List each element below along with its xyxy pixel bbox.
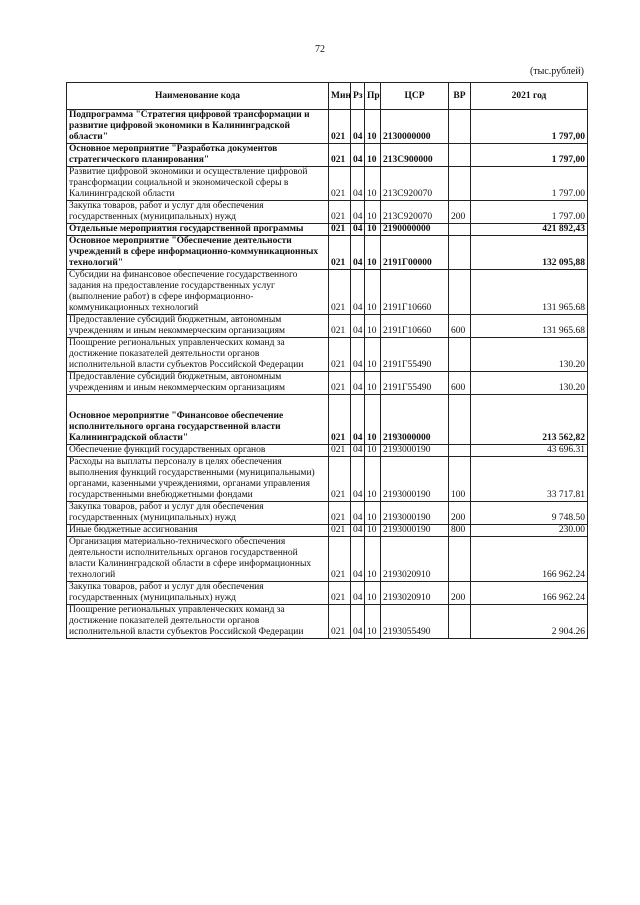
cell-csr: 2193020910 <box>381 582 449 605</box>
cell-amount: 130.20 <box>471 338 588 372</box>
table-row <box>67 236 588 270</box>
budget-table <box>66 82 588 639</box>
cell-vr: 100 <box>449 457 471 502</box>
page-number: 72 <box>315 44 325 55</box>
table-row <box>67 270 588 315</box>
table-row <box>67 201 588 224</box>
cell-pr: 10 <box>365 224 381 236</box>
table-row <box>67 315 588 338</box>
cell-amount: 43 696.31 <box>471 445 588 457</box>
cell-csr: 2191Г00000 <box>381 236 449 270</box>
table-header-row <box>67 83 588 110</box>
header-vr: ВР <box>449 83 471 110</box>
cell-amount: 421 892,43 <box>471 224 588 236</box>
cell-csr: 2191Г55490 <box>381 338 449 372</box>
cell-amount: 166 962.24 <box>471 582 588 605</box>
cell-min: 021 <box>329 167 351 201</box>
table-row <box>67 395 588 445</box>
cell-vr <box>449 270 471 315</box>
table-row <box>67 167 588 201</box>
cell-amount: 213 562,82 <box>471 395 588 445</box>
cell-vr <box>449 605 471 639</box>
cell-vr <box>449 236 471 270</box>
cell-csr: 2193020910 <box>381 537 449 582</box>
cell-min: 021 <box>329 110 351 144</box>
units-label: (тыс.рублей) <box>529 66 584 77</box>
cell-name: Основное мероприятие "Разработка документов стратегического планирования" <box>67 144 329 167</box>
cell-rz: 04 <box>351 315 365 338</box>
table-row <box>67 525 588 537</box>
cell-rz: 04 <box>351 445 365 457</box>
table-row <box>67 582 588 605</box>
cell-csr: 2193000000 <box>381 395 449 445</box>
cell-name: Подпрограмма "Стратегия цифровой трансформации и развитие цифровой экономики в Калининградской области" <box>67 110 329 144</box>
header-year: 2021 год <box>471 83 588 110</box>
cell-csr: 213С920070 <box>381 167 449 201</box>
cell-vr: 200 <box>449 582 471 605</box>
cell-vr: 200 <box>449 502 471 525</box>
cell-pr: 10 <box>365 502 381 525</box>
cell-pr: 10 <box>365 236 381 270</box>
table-row <box>67 372 588 395</box>
cell-name: Субсидии на финансовое обеспечение государственного задания на предоставление государственных услуг (выполнение работ) в сфере информационно-коммуникационных технологий <box>67 270 329 315</box>
cell-pr: 10 <box>365 525 381 537</box>
cell-amount: 33 717.81 <box>471 457 588 502</box>
cell-name: Закупка товаров, работ и услуг для обеспечения государственных (муниципальных) нужд <box>67 201 329 224</box>
cell-amount: 1 797,00 <box>471 110 588 144</box>
cell-min: 021 <box>329 525 351 537</box>
cell-csr: 2191Г10660 <box>381 270 449 315</box>
cell-min: 021 <box>329 372 351 395</box>
cell-pr: 10 <box>365 338 381 372</box>
cell-vr: 200 <box>449 201 471 224</box>
cell-rz: 04 <box>351 502 365 525</box>
cell-name: Иные бюджетные ассигнования <box>67 525 329 537</box>
cell-vr <box>449 395 471 445</box>
cell-name: Предоставление субсидий бюджетным, автономным учреждениям и иным некоммерческим организациям <box>67 372 329 395</box>
cell-vr <box>449 537 471 582</box>
cell-amount: 1 797,00 <box>471 144 588 167</box>
cell-rz: 04 <box>351 537 365 582</box>
cell-rz: 04 <box>351 605 365 639</box>
cell-amount: 131 965.68 <box>471 315 588 338</box>
cell-csr: 2193000190 <box>381 457 449 502</box>
table-row <box>67 537 588 582</box>
cell-min: 021 <box>329 605 351 639</box>
cell-name: Предоставление субсидий бюджетным, автономным учреждениям и иным некоммерческим организациям <box>67 315 329 338</box>
cell-pr: 10 <box>365 110 381 144</box>
cell-min: 021 <box>329 144 351 167</box>
table-row <box>67 605 588 639</box>
header-name: Наименование кода <box>67 83 329 110</box>
cell-rz: 04 <box>351 372 365 395</box>
cell-min: 021 <box>329 315 351 338</box>
cell-name: Развитие цифровой экономики и осуществление цифровой трансформации социальной и экономической сферы в Калининградской области <box>67 167 329 201</box>
cell-rz: 04 <box>351 201 365 224</box>
cell-pr: 10 <box>365 167 381 201</box>
cell-rz: 04 <box>351 270 365 315</box>
cell-vr <box>449 445 471 457</box>
cell-name: Поощрение региональных управленческих команд за достижение показателей деятельности органов исполнительной власти субъектов Российской Федерации <box>67 605 329 639</box>
cell-pr: 10 <box>365 201 381 224</box>
cell-min: 021 <box>329 395 351 445</box>
cell-rz: 04 <box>351 338 365 372</box>
cell-csr: 2193000190 <box>381 445 449 457</box>
cell-min: 021 <box>329 502 351 525</box>
cell-min: 021 <box>329 582 351 605</box>
cell-vr <box>449 338 471 372</box>
cell-name: Закупка товаров, работ и услуг для обеспечения государственных (муниципальных) нужд <box>67 582 329 605</box>
cell-name: Организация материально-технического обеспечения деятельности исполнительных органов государственной власти Калининградской области в сфере информационных технологий <box>67 537 329 582</box>
cell-amount: 131 965.68 <box>471 270 588 315</box>
cell-name: Основное мероприятие "Обеспечение деятельности учреждений в сфере информационно-коммуникационных технологий" <box>67 236 329 270</box>
table-row <box>67 445 588 457</box>
cell-pr: 10 <box>365 372 381 395</box>
cell-csr: 2130000000 <box>381 110 449 144</box>
cell-min: 021 <box>329 201 351 224</box>
cell-pr: 10 <box>365 270 381 315</box>
cell-rz: 04 <box>351 224 365 236</box>
cell-min: 021 <box>329 270 351 315</box>
cell-vr <box>449 110 471 144</box>
cell-amount: 230.00 <box>471 525 588 537</box>
cell-pr: 10 <box>365 582 381 605</box>
cell-csr: 2193000190 <box>381 502 449 525</box>
header-min: Мин <box>329 83 351 110</box>
cell-pr: 10 <box>365 395 381 445</box>
cell-rz: 04 <box>351 110 365 144</box>
table-row <box>67 338 588 372</box>
cell-name: Основное мероприятие "Финансовое обеспечение исполнительного органа государственной власти Калининградской области" <box>67 395 329 445</box>
header-rz: Рз <box>351 83 365 110</box>
table-row <box>67 144 588 167</box>
cell-amount: 1 797.00 <box>471 167 588 201</box>
cell-min: 021 <box>329 338 351 372</box>
cell-min: 021 <box>329 457 351 502</box>
cell-name: Отдельные мероприятия государственной программы <box>67 224 329 236</box>
cell-rz: 04 <box>351 167 365 201</box>
cell-pr: 10 <box>365 605 381 639</box>
cell-pr: 10 <box>365 445 381 457</box>
cell-min: 021 <box>329 445 351 457</box>
cell-amount: 132 095,88 <box>471 236 588 270</box>
cell-csr: 2190000000 <box>381 224 449 236</box>
table-row <box>67 457 588 502</box>
cell-vr: 600 <box>449 315 471 338</box>
cell-csr: 213С900000 <box>381 144 449 167</box>
table-body <box>67 110 588 639</box>
cell-min: 021 <box>329 537 351 582</box>
header-pr: Пр <box>365 83 381 110</box>
table-row <box>67 110 588 144</box>
cell-pr: 10 <box>365 457 381 502</box>
cell-pr: 10 <box>365 315 381 338</box>
cell-name: Обеспечение функций государственных органов <box>67 445 329 457</box>
cell-name: Расходы на выплаты персоналу в целях обеспечения выполнения функций государственными (муниципальными) органами, казенными учреждениями, органами управления государственными внебюджетными фондами <box>67 457 329 502</box>
cell-pr: 10 <box>365 144 381 167</box>
cell-csr: 2191Г10660 <box>381 315 449 338</box>
cell-name: Закупка товаров, работ и услуг для обеспечения государственных (муниципальных) нужд <box>67 502 329 525</box>
cell-rz: 04 <box>351 582 365 605</box>
cell-rz: 04 <box>351 525 365 537</box>
cell-min: 021 <box>329 224 351 236</box>
cell-name: Поощрение региональных управленческих команд за достижение показателей деятельности органов исполнительной власти субъектов Российской Федерации <box>67 338 329 372</box>
cell-amount: 130.20 <box>471 372 588 395</box>
cell-vr: 800 <box>449 525 471 537</box>
cell-csr: 2191Г55490 <box>381 372 449 395</box>
cell-vr <box>449 224 471 236</box>
header-csr: ЦСР <box>381 83 449 110</box>
cell-rz: 04 <box>351 236 365 270</box>
cell-amount: 1 797.00 <box>471 201 588 224</box>
cell-csr: 2193000190 <box>381 525 449 537</box>
cell-vr <box>449 167 471 201</box>
cell-csr: 213С920070 <box>381 201 449 224</box>
cell-rz: 04 <box>351 457 365 502</box>
cell-pr: 10 <box>365 537 381 582</box>
cell-csr: 2193055490 <box>381 605 449 639</box>
cell-vr <box>449 144 471 167</box>
cell-amount: 2 904.26 <box>471 605 588 639</box>
table-row <box>67 502 588 525</box>
cell-rz: 04 <box>351 144 365 167</box>
cell-amount: 166 962.24 <box>471 537 588 582</box>
cell-vr: 600 <box>449 372 471 395</box>
table-row <box>67 224 588 236</box>
cell-rz: 04 <box>351 395 365 445</box>
cell-min: 021 <box>329 236 351 270</box>
cell-amount: 9 748.50 <box>471 502 588 525</box>
